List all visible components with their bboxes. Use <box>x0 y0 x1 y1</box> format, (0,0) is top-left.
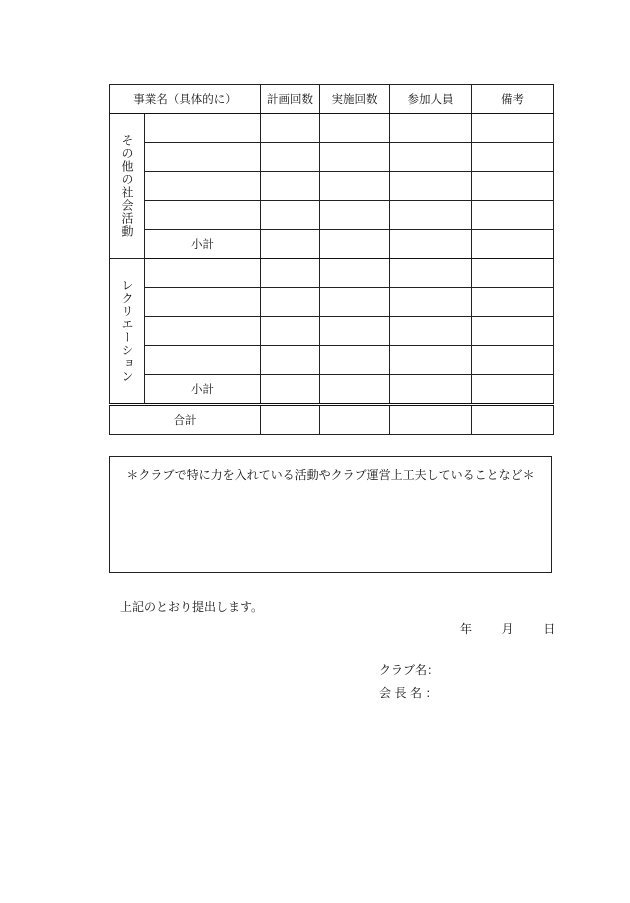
participants-cell[interactable] <box>390 259 472 288</box>
subtotal-row <box>110 375 554 405</box>
section-label-social: その他の社会活動 <box>120 134 134 238</box>
remarks-cell[interactable] <box>472 288 554 317</box>
table-row <box>110 114 554 143</box>
section-label-cell <box>110 114 145 259</box>
table-row <box>110 317 554 346</box>
remarks-cell[interactable] <box>472 317 554 346</box>
planned-cell[interactable] <box>261 346 320 375</box>
planned-cell[interactable] <box>261 172 320 201</box>
remarks-cell[interactable] <box>472 375 554 405</box>
remarks-cell[interactable] <box>472 114 554 143</box>
planned-cell[interactable] <box>261 375 320 405</box>
table-row <box>110 143 554 172</box>
day-label: 日 <box>543 622 556 636</box>
year-label: 年 <box>460 622 473 636</box>
section-label-recreation: レクリエーション <box>120 279 134 383</box>
activity-report-table <box>109 84 554 435</box>
header-actual-count: 実施回数 <box>320 85 390 114</box>
project-name-cell[interactable] <box>145 201 261 230</box>
header-participants: 参加人員 <box>390 85 472 114</box>
project-name-cell[interactable] <box>145 259 261 288</box>
header-planned-count: 計画回数 <box>261 85 320 114</box>
remarks-cell[interactable] <box>472 143 554 172</box>
table-row <box>110 346 554 375</box>
participants-cell[interactable] <box>390 288 472 317</box>
project-name-cell[interactable] <box>145 317 261 346</box>
notes-heading: ＊クラブで特に力を入れている活動やクラブ運営上工夫していることなど＊ <box>126 468 535 482</box>
remarks-cell[interactable] <box>472 172 554 201</box>
participants-cell[interactable] <box>390 201 472 230</box>
project-name-cell[interactable] <box>145 346 261 375</box>
actual-cell[interactable] <box>320 230 390 259</box>
actual-cell[interactable] <box>320 317 390 346</box>
notes-box[interactable] <box>109 456 552 573</box>
participants-cell[interactable] <box>390 114 472 143</box>
actual-cell[interactable] <box>320 346 390 375</box>
actual-cell[interactable] <box>320 114 390 143</box>
planned-cell[interactable] <box>261 114 320 143</box>
remarks-cell[interactable] <box>472 259 554 288</box>
section-label-cell <box>110 259 145 405</box>
actual-cell[interactable] <box>320 259 390 288</box>
date-line <box>460 620 555 637</box>
remarks-cell[interactable] <box>472 201 554 230</box>
participants-cell[interactable] <box>390 405 472 435</box>
planned-cell[interactable] <box>261 143 320 172</box>
table-header-row <box>110 85 554 114</box>
month-label: 月 <box>501 622 514 636</box>
planned-cell[interactable] <box>261 230 320 259</box>
table-row <box>110 259 554 288</box>
planned-cell[interactable] <box>261 317 320 346</box>
actual-cell[interactable] <box>320 201 390 230</box>
total-row <box>110 405 554 435</box>
participants-cell[interactable] <box>390 317 472 346</box>
subtotal-label: 小計 <box>145 375 261 405</box>
president-name-label: 会長名： <box>379 686 442 700</box>
participants-cell[interactable] <box>390 346 472 375</box>
actual-cell[interactable] <box>320 375 390 405</box>
club-name-label: クラブ名： <box>379 663 440 677</box>
actual-cell[interactable] <box>320 405 390 435</box>
submit-statement: 上記のとおり提出します。 <box>120 600 264 614</box>
header-project-name: 事業名（具体的に） <box>110 85 261 114</box>
participants-cell[interactable] <box>390 375 472 405</box>
participants-cell[interactable] <box>390 172 472 201</box>
planned-cell[interactable] <box>261 259 320 288</box>
subtotal-row <box>110 230 554 259</box>
project-name-cell[interactable] <box>145 172 261 201</box>
subtotal-label: 小計 <box>145 230 261 259</box>
actual-cell[interactable] <box>320 143 390 172</box>
remarks-cell[interactable] <box>472 405 554 435</box>
remarks-cell[interactable] <box>472 346 554 375</box>
actual-cell[interactable] <box>320 288 390 317</box>
table-row <box>110 288 554 317</box>
project-name-cell[interactable] <box>145 288 261 317</box>
participants-cell[interactable] <box>390 143 472 172</box>
participants-cell[interactable] <box>390 230 472 259</box>
project-name-cell[interactable] <box>145 143 261 172</box>
remarks-cell[interactable] <box>472 230 554 259</box>
table-row <box>110 201 554 230</box>
project-name-cell[interactable] <box>145 114 261 143</box>
planned-cell[interactable] <box>261 288 320 317</box>
header-remarks: 備考 <box>472 85 554 114</box>
planned-cell[interactable] <box>261 405 320 435</box>
table-row <box>110 172 554 201</box>
total-label: 合計 <box>110 405 261 435</box>
planned-cell[interactable] <box>261 201 320 230</box>
actual-cell[interactable] <box>320 172 390 201</box>
